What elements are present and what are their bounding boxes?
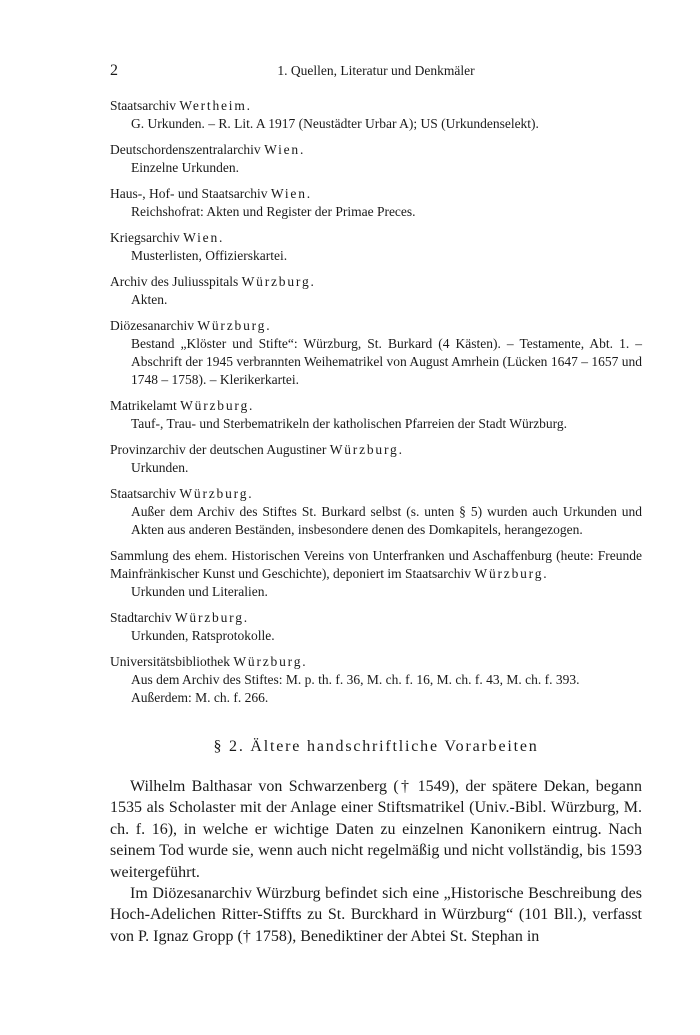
- archive-name: Haus-, Hof- und Staatsarchiv Wien.: [110, 186, 312, 201]
- archive-location: Würzburg.: [174, 610, 249, 625]
- archive-location: Würzburg.: [329, 442, 404, 457]
- archive-name: Sammlung des ehem. Historischen Vereins von Unterfranken und Aschaffenburg (heute: Freunde Mainfränkischer Kunst und Geschichte), deponiert im Staatsarchiv Würzburg.: [110, 548, 642, 581]
- archive-holdings: Außerdem: M. ch. f. 266.: [131, 690, 269, 705]
- archive-location: Würzburg.: [474, 566, 549, 581]
- archive-location: Wien.: [264, 142, 306, 157]
- archive-name: Staatsarchiv Würzburg.: [110, 486, 254, 501]
- archive-name: Staatsarchiv Wertheim.: [110, 98, 252, 113]
- archive-name: Archiv des Juliusspitals Würzburg.: [110, 274, 316, 289]
- source-entry: [110, 485, 642, 539]
- archive-name: Universitätsbibliothek Würzburg.: [110, 654, 308, 669]
- paragraph: Wilhelm Balthasar von Schwarzenberg († 1549), der spätere Dekan, begann 1535 als Scholaster mit der Anlage einer Stiftsmatrikel (Univ.-Bibl. Würzburg, M. ch. f. 16), in welche er wichtige Daten zu einzelnen Kanonikern eintrug. Nach seinem Tod wurde sie, wenn auch nicht regelmäßig und nicht vollständig, bis 1593 weitergeführt.: [110, 778, 642, 881]
- archive-holdings: G. Urkunden. – R. Lit. A 1917 (Neustädter Urbar A); US (Urkundenselekt).: [131, 116, 539, 131]
- archive-location: Wien.: [270, 186, 312, 201]
- archive-location: Würzburg.: [197, 318, 272, 333]
- archive-location: Würzburg.: [180, 398, 255, 413]
- archive-holdings: Reichshofrat: Akten und Register der Primae Preces.: [131, 204, 416, 219]
- archive-name: Stadtarchiv Würzburg.: [110, 610, 249, 625]
- archive-holdings: Urkunden, Ratsprotokolle.: [131, 628, 275, 643]
- source-list: [110, 97, 642, 715]
- section-heading: § 2. Ältere handschriftliche Vorarbeiten: [213, 738, 539, 755]
- archive-holdings: Einzelne Urkunden.: [131, 160, 239, 175]
- source-entry: [110, 273, 642, 309]
- source-entry: [110, 185, 642, 221]
- archive-location: Wertheim.: [179, 98, 252, 113]
- source-entry: [110, 317, 642, 389]
- archive-holdings: Akten.: [131, 292, 168, 307]
- archive-holdings: Aus dem Archiv des Stiftes: M. p. th. f. 36, M. ch. f. 16, M. ch. f. 43, M. ch. f. 393.: [131, 672, 580, 687]
- archive-name: Provinzarchiv der deutschen Augustiner Würzburg.: [110, 442, 404, 457]
- page-header: [110, 62, 642, 84]
- archive-name: Diözesanarchiv Würzburg.: [110, 318, 272, 333]
- archive-name: Kriegsarchiv Wien.: [110, 230, 225, 245]
- archive-location: Würzburg.: [179, 486, 254, 501]
- source-entry: [110, 97, 642, 133]
- archive-name: Matrikelamt Würzburg.: [110, 398, 255, 413]
- archive-location: Würzburg.: [233, 654, 308, 669]
- source-entry: [110, 609, 642, 645]
- body-text: [110, 776, 642, 947]
- running-title: 1. Quellen, Literatur und Denkmäler: [277, 63, 475, 78]
- source-entry: [110, 229, 642, 265]
- archive-location: Wien.: [183, 230, 225, 245]
- archive-holdings: Außer dem Archiv des Stiftes St. Burkard selbst (s. unten § 5) wurden auch Urkunden und Akten aus anderen Beständen, insbesondere denen des Domkapitels, herangezogen.: [131, 504, 642, 537]
- archive-holdings: Musterlisten, Offizierskartei.: [131, 248, 288, 263]
- source-entry: [110, 441, 642, 477]
- archive-holdings: Bestand „Klöster und Stifte“: Würzburg, St. Burkard (4 Kästen). – Testamente, Abt. 1. – Abschrift der 1945 verbrannten Weihematrikel von August Amrhein (Lücken 1647 – 1657 und 1748 – 1758). – Klerikerkartei.: [131, 336, 642, 387]
- source-entry: [110, 547, 642, 601]
- archive-name: Deutschordenszentralarchiv Wien.: [110, 142, 306, 157]
- archive-location: Würzburg.: [241, 274, 316, 289]
- source-entry: [110, 397, 642, 433]
- archive-holdings: Urkunden und Literalien.: [131, 584, 268, 599]
- page-number: 2: [110, 62, 118, 79]
- source-entry: [110, 141, 642, 177]
- paragraph: Im Diözesanarchiv Würzburg befindet sich eine „Historische Beschreibung des Hoch-Adelichen Ritter-Stiffts zu St. Burckhard in Würzburg“ (101 Bll.), verfasst von P. Ignaz Gropp († 1758), Benediktiner der Abtei St. Stephan in: [110, 885, 642, 945]
- archive-holdings: Urkunden.: [131, 460, 189, 475]
- source-entry: [110, 653, 642, 707]
- archive-holdings: Tauf-, Trau- und Sterbematrikeln der katholischen Pfarreien der Stadt Würzburg.: [131, 416, 568, 431]
